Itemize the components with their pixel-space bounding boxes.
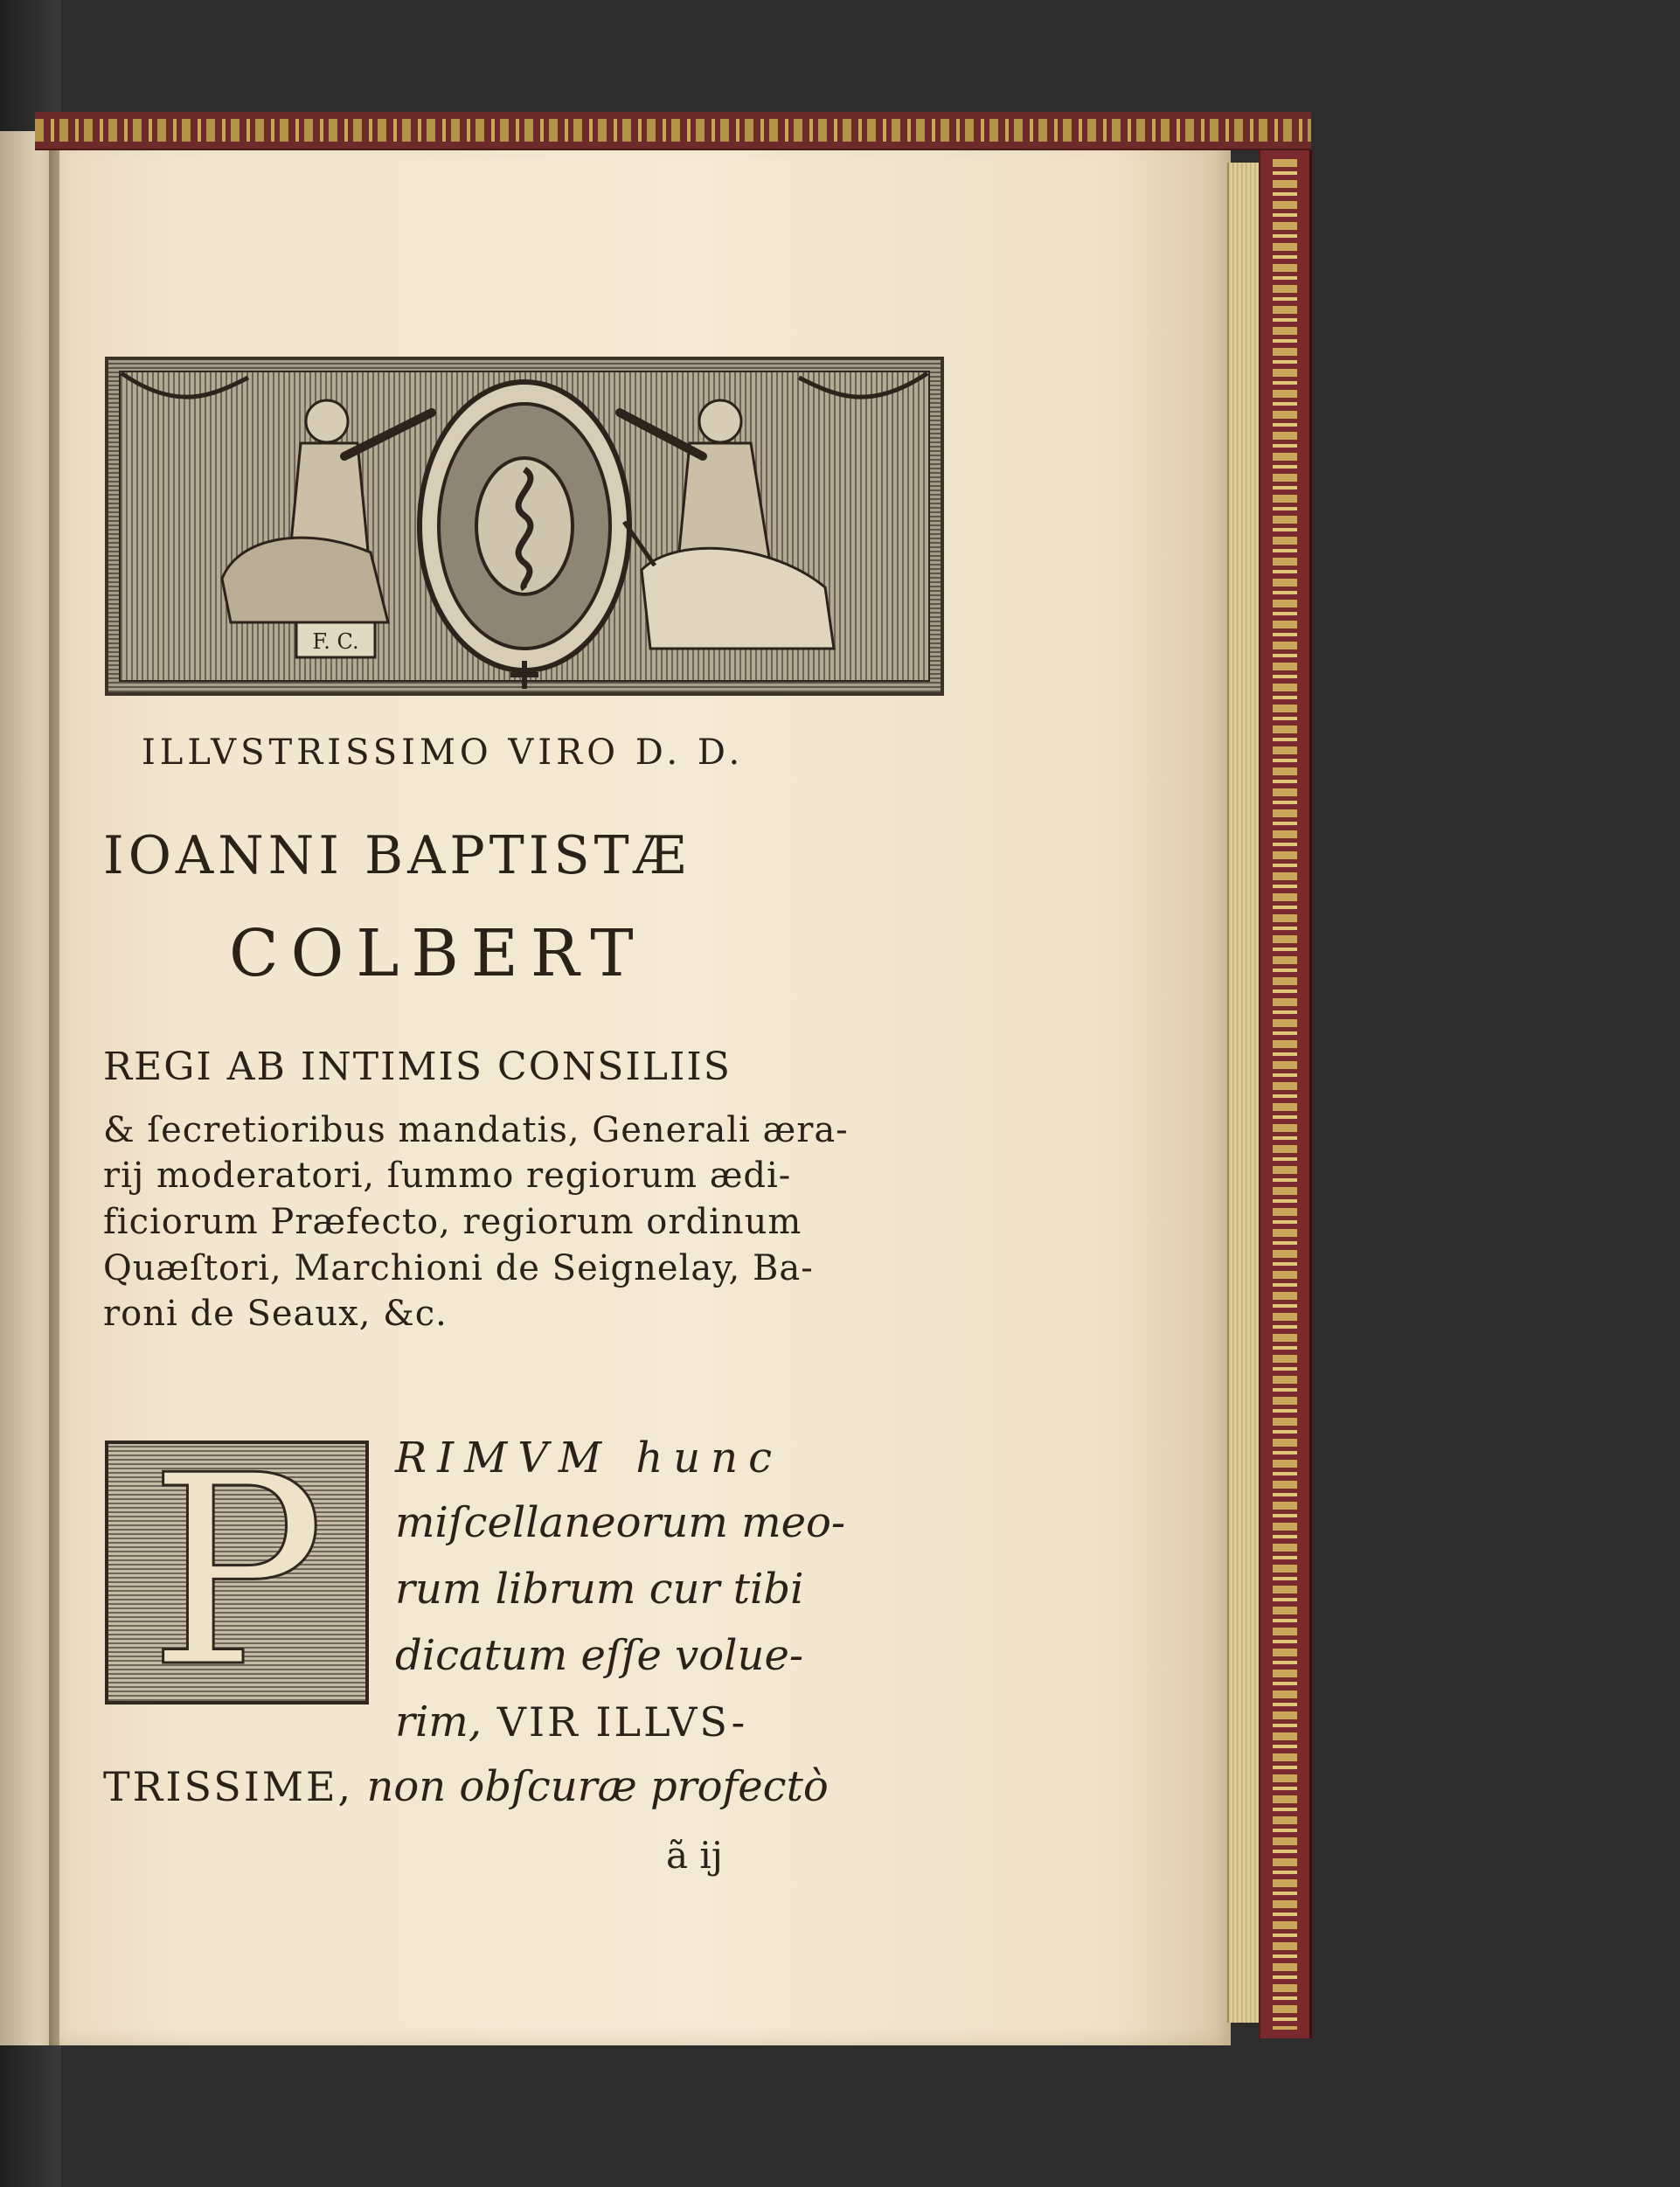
- initial-letter: P: [149, 1420, 325, 1725]
- letter-line-1: RIMVM hunc: [395, 1434, 782, 1482]
- gilt-tooling-right: [1273, 159, 1297, 2030]
- dedication-salutation: ILLVSTRISSIMO VIRO D. D.: [142, 732, 745, 773]
- binding-right-border: [1259, 150, 1312, 2038]
- letter-line-6: [103, 1762, 829, 1811]
- coat-of-arms-shield: [476, 458, 573, 594]
- letter-line-3: rum librum cur tibi: [395, 1565, 804, 1614]
- titles-line-1: & ſecretioribus mandatis, Generali æra-: [103, 1110, 849, 1150]
- engraved-headpiece: [105, 357, 944, 696]
- titles-line-5: roni de Seaux, &c.: [103, 1294, 448, 1334]
- titles-line-4: Quæſtori, Marchioni de Seignelay, Ba-: [103, 1248, 814, 1288]
- facing-page-edge: [0, 131, 54, 2045]
- letter-line-6-roman: TRISSIME,: [103, 1763, 354, 1810]
- titles-heading: REGI AB INTIMIS CONSILIIS: [103, 1045, 732, 1089]
- letter-line-2: miſcellaneorum meo-: [395, 1498, 846, 1547]
- titles-line-2: rij moderatori, ſummo regiorum ædi-: [103, 1156, 792, 1196]
- dedicatee-surname: COLBERT: [229, 916, 646, 991]
- left-figure-arm: [344, 413, 432, 456]
- right-figure-head: [699, 400, 741, 442]
- letter-line-4: dicatum eſſe volue-: [395, 1631, 804, 1680]
- dedicatee-forenames: IOANNI BAPTISTÆ: [103, 825, 691, 886]
- unicorn-figure: [642, 548, 834, 649]
- headpiece-engraving: [108, 360, 941, 692]
- dog-figure: [222, 538, 388, 622]
- titles-line-3: ficiorum Præfecto, regiorum ordinum: [103, 1202, 802, 1242]
- binding-top-border: [35, 112, 1311, 150]
- right-figure-arm: [620, 413, 703, 456]
- monogram-text: F. C.: [312, 629, 359, 654]
- signature-mark: ã ij: [666, 1834, 723, 1877]
- letter-line-5-italic: rim,: [395, 1698, 482, 1746]
- letter-line-5-roman: VIR ILLVS-: [482, 1698, 748, 1746]
- historiated-initial: [105, 1420, 369, 1725]
- letter-line-6-italic: non obſcuræ profectò: [353, 1762, 829, 1811]
- letter-line-5: [395, 1698, 747, 1746]
- gilt-page-edges: [1227, 163, 1262, 2023]
- drapery-right: [799, 373, 927, 397]
- left-figure-head: [306, 400, 348, 442]
- drapery-left: [121, 373, 248, 397]
- gilt-tooling-top: [35, 119, 1311, 142]
